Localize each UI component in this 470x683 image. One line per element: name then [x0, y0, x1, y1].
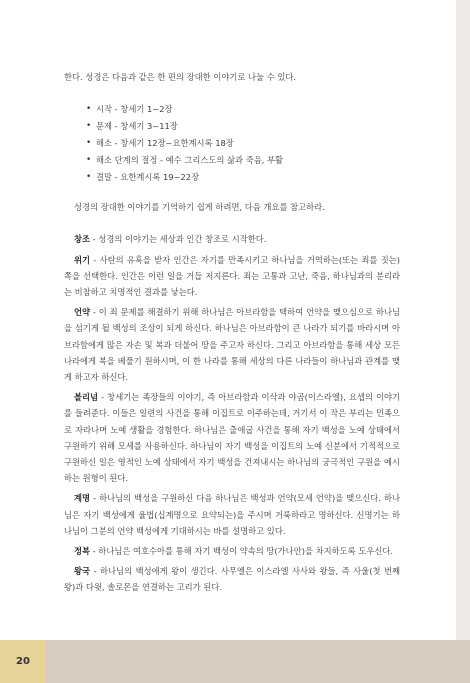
section-creation: [64, 231, 400, 247]
section-term: 위기: [74, 254, 91, 265]
outline-item: • 해소 단계의 절정 - 예수 그리스도의 삶과 죽음, 부활: [86, 152, 400, 169]
outline-item: • 결말 - 요한계시록 19~22장: [86, 169, 400, 186]
section-commandments: [64, 490, 400, 539]
section-term: 볼리넘: [74, 392, 99, 403]
outline-item: • 해소 - 창세기 12장~요한계시록 18장: [86, 135, 400, 152]
intro-paragraph: 한다. 성경은 다음과 같은 한 편의 장대한 이야기로 나눌 수 있다.: [64, 72, 297, 82]
story-outline-list: [86, 101, 400, 186]
section-conquest: [64, 543, 400, 559]
section-term: 왕국: [74, 566, 91, 577]
page-content: [64, 69, 400, 600]
section-text: - 창세기는 족장들의 이야기, 즉 아브라함과 이삭과 야곱(이스라엘), 요셉의 이야기를 들려준다. 이들은 일련의 사건을 통해 이집트로 이주하는데, 거기서 이 작은 부리는 민족으로 자라나며 노예 생활을 경험한다. 하나님은 출애굽 사건을 통해 자기 백성을 노예 상태에서 구원하기 위해 모세를 사용하신다. 하나님이 자기 백성을 이집트의 노예 신분에서 기적적으로 구원하신 일은 영적인 노예 상태에서 자기 백성을 건져내시는 하나님의 궁극적인 구원을 예시하는 원형이 된다.: [64, 392, 400, 484]
section-kingdom: [64, 563, 400, 595]
section-term: 언약: [74, 307, 91, 318]
section-term: 정복: [74, 546, 91, 557]
outline-item: • 시작 - 창세기 1~2장: [86, 101, 400, 118]
section-patriarchs: [64, 389, 400, 486]
outline-item: • 문제 - 창세기 3~11장: [86, 118, 400, 135]
page-number: 20: [0, 640, 46, 683]
section-crisis: [64, 252, 400, 301]
section-term: 창조: [74, 234, 91, 245]
section-covenant: [64, 304, 400, 385]
section-text: - 사탄의 유혹을 받자 인간은 자기를 만족시키고 하나님을 거역하는(또는 죄를 짓는) 쪽을 선택한다. 인간은 이런 일을 거듭 저지른다. 죄는 고통과 고난, 죽음, 하나님과의 분리라는 비참하고 치명적인 결과를 낳는다.: [64, 254, 400, 298]
section-text: - 하나님의 백성에게 왕이 생긴다. 사무엘은 이스라엘 사사와 왕들, 즉 사울(첫 번째 왕)과 다윗, 솔로몬을 연결하는 고리가 된다.: [64, 566, 400, 593]
section-text: - 하나님의 백성을 구원하신 다음 하나님은 백성과 언약(모세 언약)을 맺으신다. 하나님은 자기 백성에게 율법(십계명으로 요약되는)을 주시며 거룩하라고 명하신다. 신명기는 하나님이 그분의 언약 백성에게 기대하시는 바를 설명하고 있다.: [64, 493, 400, 536]
section-text: - 이 죄 문제를 해결하기 위해 하나님은 아브라함을 택하여 언약을 맺으심으로 하나님을 섬기게 될 백성의 조상이 되게 하신다. 하나님은 아브라함이 큰 나라가 되기를 바라시며 아브라함에게 많은 자손 및 복과 더불어 땅을 주고자 하신다. 그리고 아브라함을 통해 세상 모든 나라에게 복을 베풀기 원하시며, 이 한 나라를 통해 세상의 다른 나라들이 하나님과 관계를 맺게 하고자 하신다.: [64, 307, 400, 383]
footer-band: [0, 640, 470, 683]
section-term: 계명: [74, 493, 91, 504]
section-text: - 성경의 이야기는 세상과 인간 창조로 시작한다.: [90, 234, 267, 245]
lead-paragraph: 성경의 장대한 이야기를 기억하기 쉽게 하려면, 다음 개요를 참고하라.: [74, 202, 325, 213]
section-text: - 하나님은 여호수아를 통해 자기 백성이 약속의 땅(가나안)을 차지하도록 도우신다.: [90, 546, 394, 557]
